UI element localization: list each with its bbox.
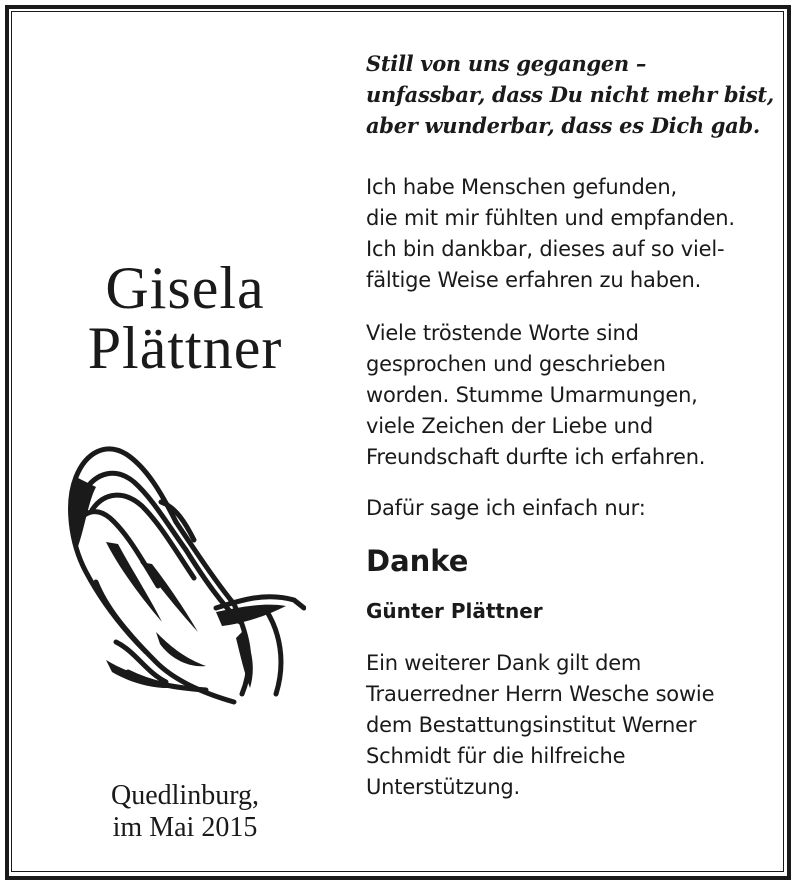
text-line: worden. Stumme Umarmungen,: [366, 383, 698, 407]
left-column: [20, 20, 350, 870]
quote-line: aber wunderbar, dass es Dich gab.: [366, 113, 760, 138]
deceased-first-name: Gisela: [105, 255, 265, 321]
text-line: fältige Weise erfahren zu haben.: [366, 268, 702, 292]
paragraph-condolences: [366, 318, 786, 473]
right-column: [366, 48, 786, 803]
text-line: Trauerredner Herrn Wesche sowie: [366, 682, 715, 706]
text-line: Schmidt für die hilfreiche: [366, 744, 626, 768]
text-line: die mit mir fühlten und empfanden.: [366, 206, 735, 230]
paragraph-further-thanks: [366, 648, 786, 803]
place-text: Quedlinburg,: [110, 780, 260, 811]
text-line: gesprochen und geschrieben: [366, 352, 666, 376]
text-line: Unterstützung.: [366, 775, 521, 799]
paragraph-gratitude: [366, 172, 786, 296]
paragraph-thanks-intro: Dafür sage ich einfach nur:: [366, 496, 646, 520]
text-line: Freundschaft durfte ich erfahren.: [366, 445, 706, 469]
text-line: Ich habe Menschen gefunden,: [366, 175, 677, 199]
text-line: Viele tröstende Worte sind: [366, 321, 639, 345]
text-line: dem Bestattungsinstitut Werner: [366, 713, 697, 737]
date-text: im Mai 2015: [112, 812, 258, 843]
danke-heading: Danke: [366, 544, 469, 578]
text-line: Ich bin dankbar, dieses auf so viel-: [366, 237, 725, 261]
quote-line: Still von uns gegangen –: [366, 51, 647, 76]
signer-name: Günter Plättner: [366, 599, 543, 623]
deceased-last-name: Plättner: [87, 315, 283, 381]
text-line: Ein weiterer Dank gilt dem: [366, 651, 642, 675]
quote-block: [366, 48, 786, 141]
quote-line: unfassbar, dass Du nicht mehr bist,: [366, 82, 774, 107]
text-line: viele Zeichen der Liebe und: [366, 414, 654, 438]
praying-hands-icon: [66, 432, 306, 717]
